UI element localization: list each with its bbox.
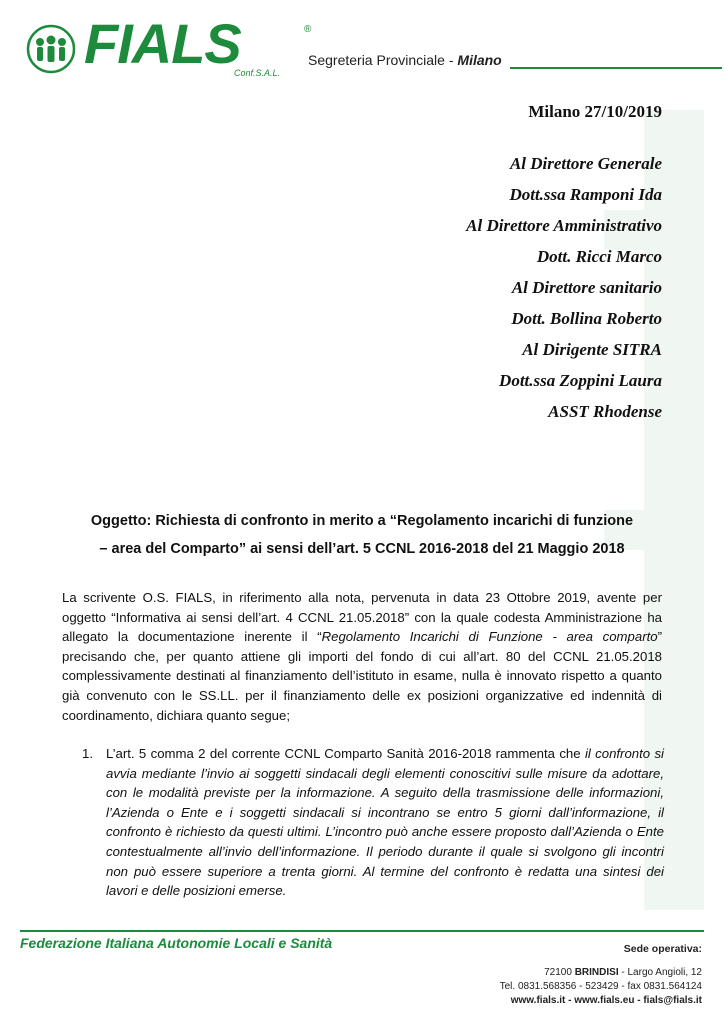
subject-line-2: – area del Comparto” ai sensi dell’art. 5 CCNL 2016-2018 del 21 Maggio 2018 — [99, 541, 625, 557]
subject-line-1: Oggetto: Richiesta di confronto in merito a “Regolamento incarichi di funzione — [90, 513, 634, 529]
footer-address — [500, 942, 702, 1008]
footer-federation: Federazione Italiana Autonomie Locali e Sanità — [20, 935, 333, 951]
segreteria-label — [308, 52, 502, 68]
item-text-a: L’art. 5 comma 2 del corrente CCNL Comparto Sanità 2016-2018 rammenta che — [106, 746, 585, 761]
addressee-line: Al Direttore Generale — [509, 154, 662, 173]
list-item — [106, 744, 664, 901]
body-paragraph — [62, 588, 662, 725]
addressee-line: Dott. Ricci Marco — [536, 247, 662, 266]
letter-subject — [62, 507, 662, 563]
numbered-list — [82, 744, 664, 901]
address-line — [500, 966, 702, 980]
web-line: www.fials.it - www.fials.eu - fials@fials.it — [510, 995, 702, 1006]
address-cap: 72100 — [544, 967, 575, 978]
addressee-line: Al Direttore sanitario — [511, 278, 662, 297]
para-text-italic: Regolamento Incarichi di Funzione - area comparto — [321, 629, 658, 645]
addressee-line: Al Dirigente SITRA — [522, 340, 662, 359]
addressee-line: Dott.ssa Zoppini Laura — [499, 371, 662, 390]
address-city: BRINDISI — [574, 967, 619, 978]
letterhead — [22, 12, 722, 88]
para-text-a: La scrivente O.S. FIALS, in riferimento alla nota, pervenuta in data 23 Ottobre 2019, avente per oggetto “Informativa ai sensi dell’art. 4 CCNL 21.05.2018” con la quale codesta Amministrazione ha allegato la documentazione inerente il “ — [62, 590, 662, 645]
addressee-line: Dott. Bollina Roberto — [511, 309, 662, 328]
logo-wordmark: FIALS — [84, 12, 241, 75]
phone-line: Tel. 0831.568356 - 523429 - fax 0831.564124 — [499, 981, 702, 992]
segreteria-city: Milano — [457, 52, 502, 68]
fials-logo-icon — [26, 24, 76, 74]
para-text-b: ” precisando che, per quanto attiene gli importi del fondo di cui all’art. 80 del CCNL 21.05.2018 complessivamente destinati al finanziamento dell’istituto in esame, nulla è innovato rispetto a quanto già convenuto con le SS.LL. per il finanziamento delle ex posizioni organizzative ed indennità di coordinamento, dichiara quanto segue; — [62, 629, 662, 723]
footer-divider — [20, 930, 704, 932]
segreteria-text: Segreteria Provinciale - — [308, 52, 458, 68]
address-street: - Largo Angioli, 12 — [618, 967, 702, 978]
list-number: 1. — [82, 746, 93, 761]
letter-date: Milano 27/10/2019 — [528, 102, 662, 121]
addressee-block — [466, 148, 662, 427]
registered-mark: ® — [304, 24, 312, 35]
header-divider — [510, 67, 722, 69]
addressee-line: ASST Rhodense — [548, 402, 662, 421]
addressee-line: Dott.ssa Ramponi Ida — [509, 185, 662, 204]
sede-title: Sede operativa: — [623, 943, 702, 955]
addressee-line: Al Direttore Amministrativo — [466, 216, 662, 235]
logo-conf: Conf.S.A.L. — [234, 68, 281, 78]
item-text-italic: il confronto si avvia mediante l’invio ai soggetti sindacali degli elementi conoscitivi sulle misure da adottare, con le modalità previste per la informazione. A seguito della trasmissione delle informazioni, l’Azienda o Ente e i soggetti sindacali si incontrano se entro 5 giorni dall’informazione, il confronto è richiesto da questi ultimi. L’incontro può anche essere proposto dall’Azienda o Ente contestualmente all’invio dell’informazione. Il periodo durante il quale si svolgono gli incontri non può essere superiore a trenta giorni. Al termine del confronto è redatta una sintesi dei lavori e delle posizioni emerse. — [106, 746, 664, 899]
